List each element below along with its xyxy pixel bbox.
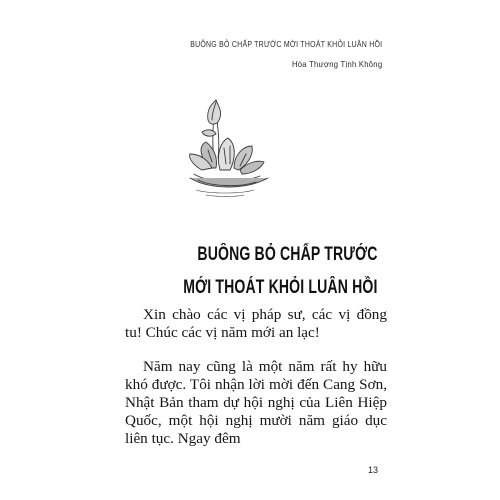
running-header <box>148 40 382 70</box>
lotus-flower-icon <box>180 98 272 198</box>
header-author: Hòa Thượng Tịnh Không <box>291 58 382 69</box>
paragraph-1: Xin chào các vị pháp sư, các vị đồng tu! Chúc các vị năm mới an lạc! <box>125 306 387 341</box>
header-book-title: BUÔNG BỎ CHẤP TRƯỚC MỚI THOÁT KHỎI LUÂN HỒI <box>189 39 382 49</box>
chapter-title <box>115 238 378 304</box>
chapter-title-line-1: BUÔNG BỎ CHẤP TRƯỚC <box>197 244 378 265</box>
paragraph-2: Năm nay cũng là một năm rất hy hữu khó được. Tôi nhận lời mời đến Cang Sơn, Nhật Bản tham dự hội nghị của Liên Hiệp Quốc, một hội nghị mười năm giáo dục liên tục. Ngay đêm <box>125 358 387 447</box>
page-number: 13 <box>368 465 379 475</box>
body-text <box>125 306 387 464</box>
chapter-title-line-2: MỚI THOÁT KHỎI LUÂN HỒI <box>183 277 378 298</box>
